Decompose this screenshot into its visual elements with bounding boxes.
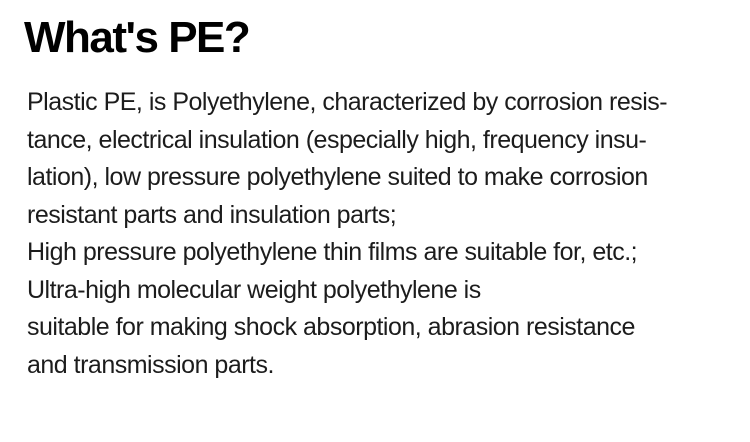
text-line: High pressure polyethylene thin films are suitable for, etc.; <box>27 238 638 266</box>
text-line: Plastic PE, is Polyethylene, characterized by corrosion resis- <box>27 88 668 116</box>
text-line: Ultra-high molecular weight polyethylene is <box>27 275 481 304</box>
page-title: What's PE? <box>24 13 250 62</box>
text-line: resistant parts and insulation parts; <box>27 200 397 229</box>
text-line: suitable for making shock absorption, abrasion resistance <box>27 313 635 341</box>
article-body <box>27 84 727 384</box>
text-line: and transmission parts. <box>27 350 274 379</box>
text-line: tance, electrical insulation (especially high, frequency insu- <box>27 125 647 154</box>
text-line: lation), low pressure polyethylene suited to make corrosion <box>27 163 648 191</box>
